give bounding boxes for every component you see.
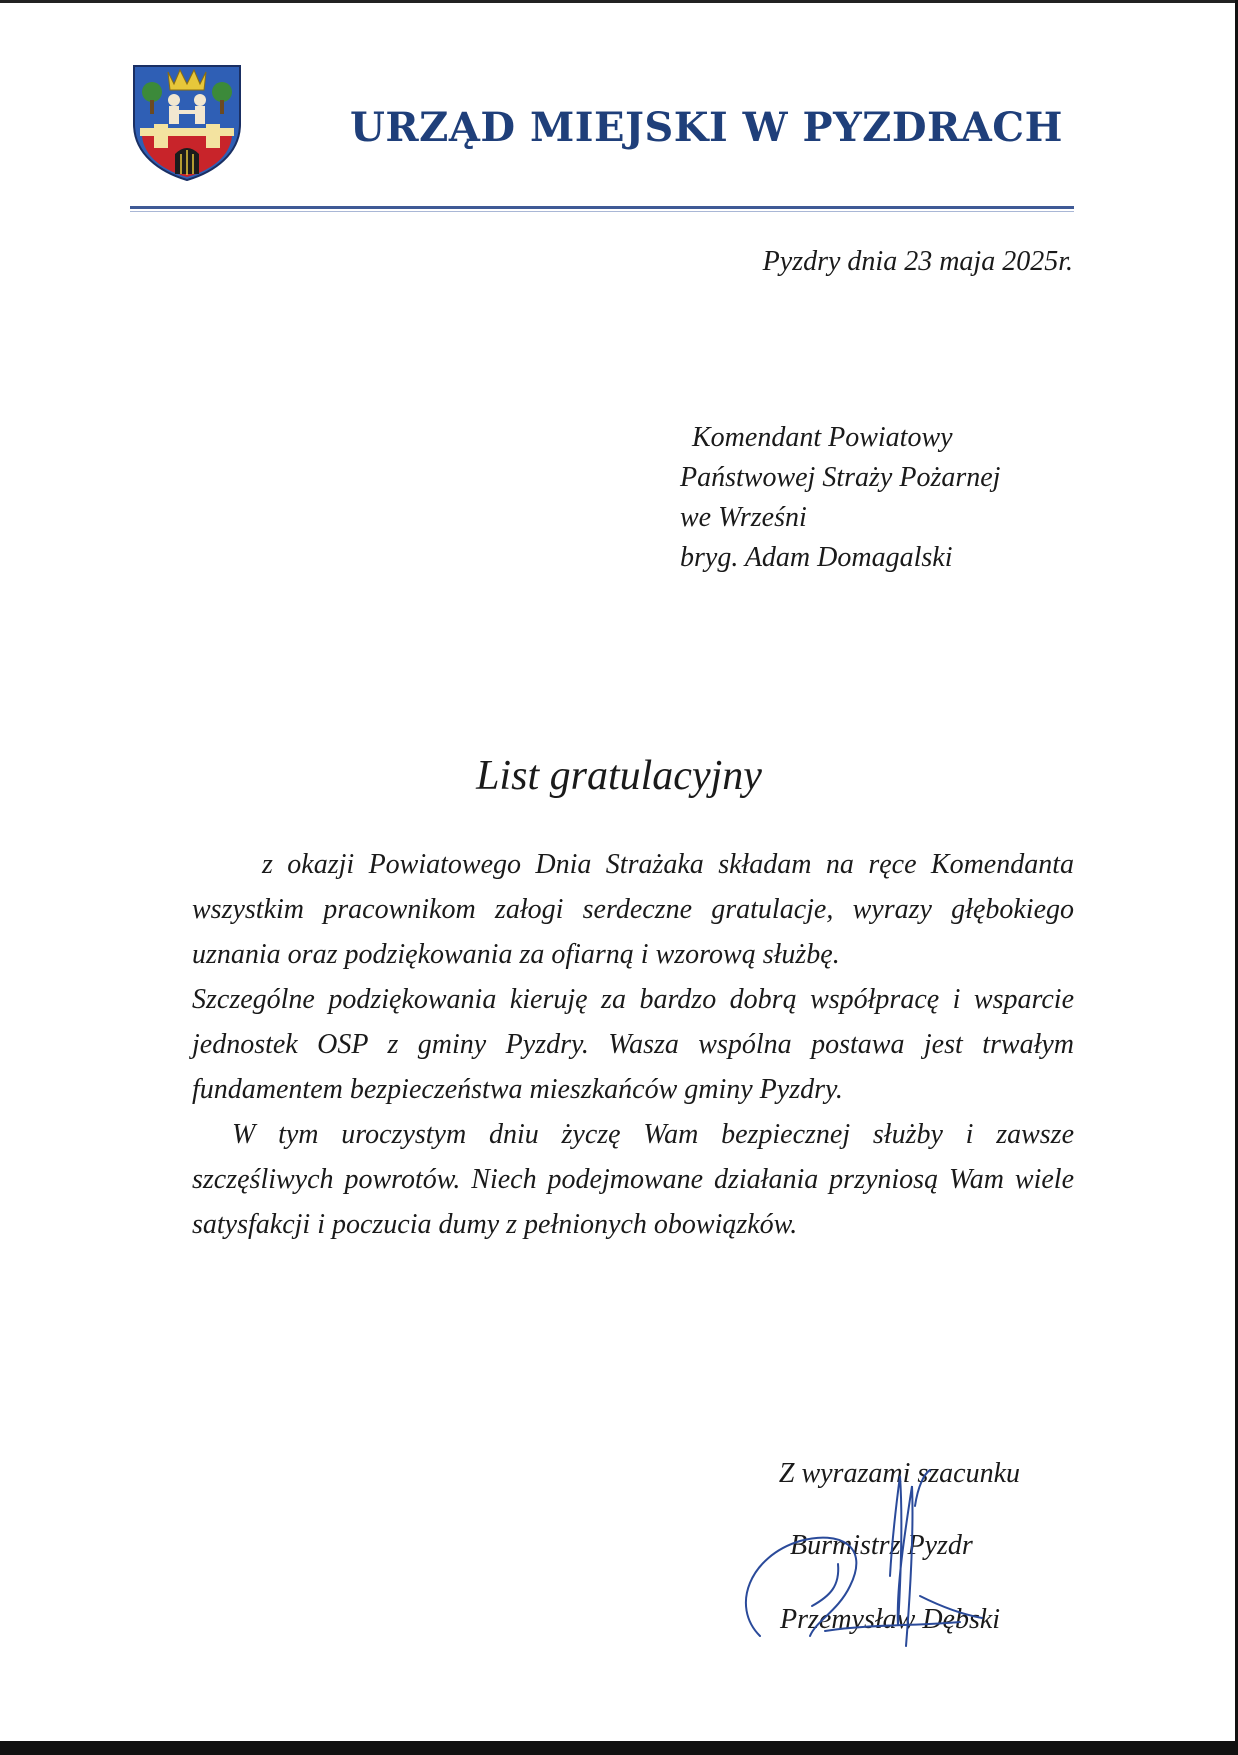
recipient-line: we Wrześni [680,502,807,533]
body-paragraph: z okazji Powiatowego Dnia Strażaka składam na ręce Komendanta wszystkim pracownikom załogi serdeczne gratulacje, wyrazy głębokiego uznania oraz podziękowania za ofiarną i wzorową służbę. [192,849,1074,970]
body-paragraph: Szczególne podziękowania kieruję za bardzo dobrą współpracę i wsparcie jednostek OSP z gminy Pyzdry. Wasza wspólna postawa jest trwałym fundamentem bezpieczeństwa mieszkańców gminy Pyzdry. [192,984,1074,1105]
scan-top-edge [0,0,1238,3]
office-name: URZĄD MIEJSKI W PYZDRACH [350,104,1063,151]
pyzdry-coat-of-arms-icon [130,62,244,182]
recipient-line: Państwowej Straży Pożarnej [680,462,1001,493]
letter-body [192,842,1074,1247]
letter-title: List gratulacyjny [476,753,762,799]
header-rule [130,206,1074,209]
scan-bottom-edge [0,1741,1238,1755]
signer-name: Przemysław Dębski [780,1604,1001,1635]
recipient-block [680,418,1000,578]
letter-date: Pyzdry dnia 23 maja 2025r. [762,246,1073,277]
header-rule-thin [130,211,1074,212]
recipient-line: bryg. Adam Domagalski [680,542,953,573]
body-paragraph: W tym uroczystym dniu życzę Wam bezpiecznej służby i zawsze szczęśliwych powrotów. Niech podejmowane działania przyniosą Wam wiele satysfakcji i poczucia dumy z pełnionych obowiązków. [192,1119,1074,1240]
signer-title: Burmistrz Pyzdr [790,1530,973,1561]
closing-phrase: Z wyrazami szacunku [778,1458,1020,1489]
recipient-line: Komendant Powiatowy [692,422,953,453]
